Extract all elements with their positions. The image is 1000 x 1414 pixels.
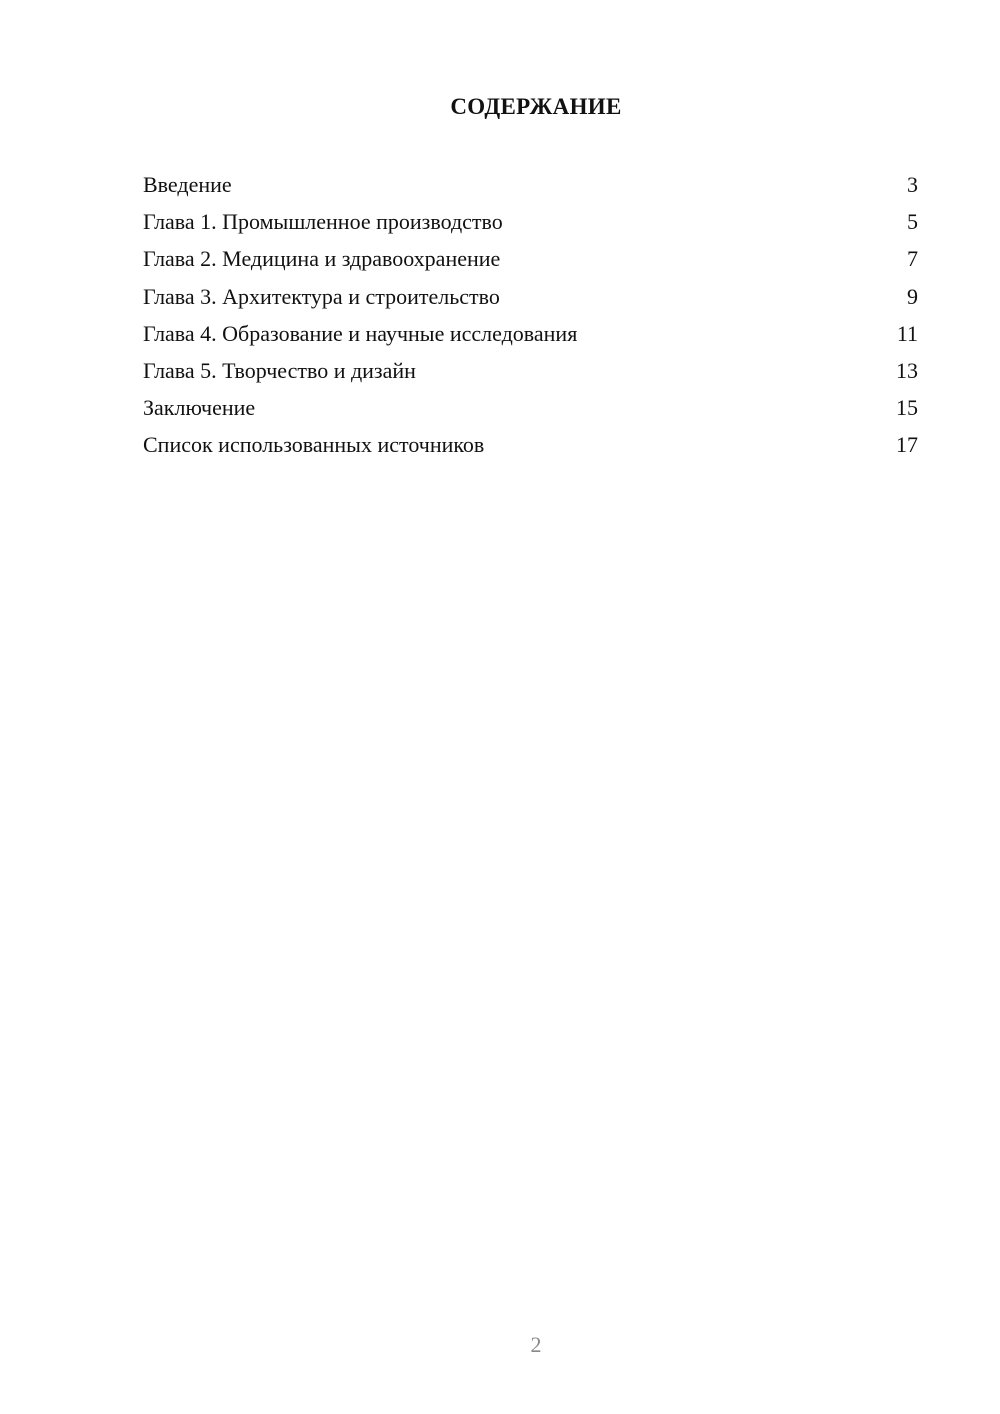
toc-entry-label: Глава 3. Архитектура и строительство [143, 283, 500, 309]
toc-entry-page: 5 [907, 209, 918, 235]
toc-entry-label: Список использованных источников [143, 432, 485, 458]
toc-entry-chapter-1 [143, 205, 918, 242]
toc-entry-label: Глава 4. Образование и научные исследования [143, 320, 578, 346]
toc-entry-page: 11 [896, 320, 918, 346]
toc-entry-chapter-2 [143, 242, 918, 279]
toc-entry-introduction [143, 168, 918, 205]
toc-entry-chapter-4 [143, 317, 918, 354]
toc-entry-references [143, 428, 918, 465]
toc-entry-label: Глава 1. Промышленное производство [143, 209, 503, 235]
toc-entry-page: 13 [896, 357, 918, 383]
toc-entry-label: Введение [143, 172, 232, 197]
toc-entry-page: 15 [896, 395, 918, 421]
toc-entry-conclusion [143, 391, 918, 428]
toc-entry-page: 3 [907, 172, 918, 197]
toc-entry-label: Глава 2. Медицина и здравоохранение [143, 246, 501, 272]
toc-entry-label: Глава 5. Творчество и дизайн [143, 357, 416, 383]
page-number: 2 [530, 1332, 542, 1357]
page-title: СОДЕРЖАНИЕ [450, 94, 622, 119]
toc-entry-page: 17 [896, 432, 918, 458]
toc-entry-page: 7 [907, 246, 918, 272]
table-of-contents [143, 168, 918, 466]
toc-entry-chapter-3 [143, 280, 918, 317]
toc-entry-label: Заключение [143, 395, 256, 421]
toc-entry-page: 9 [907, 283, 918, 309]
toc-entry-chapter-5 [143, 354, 918, 391]
